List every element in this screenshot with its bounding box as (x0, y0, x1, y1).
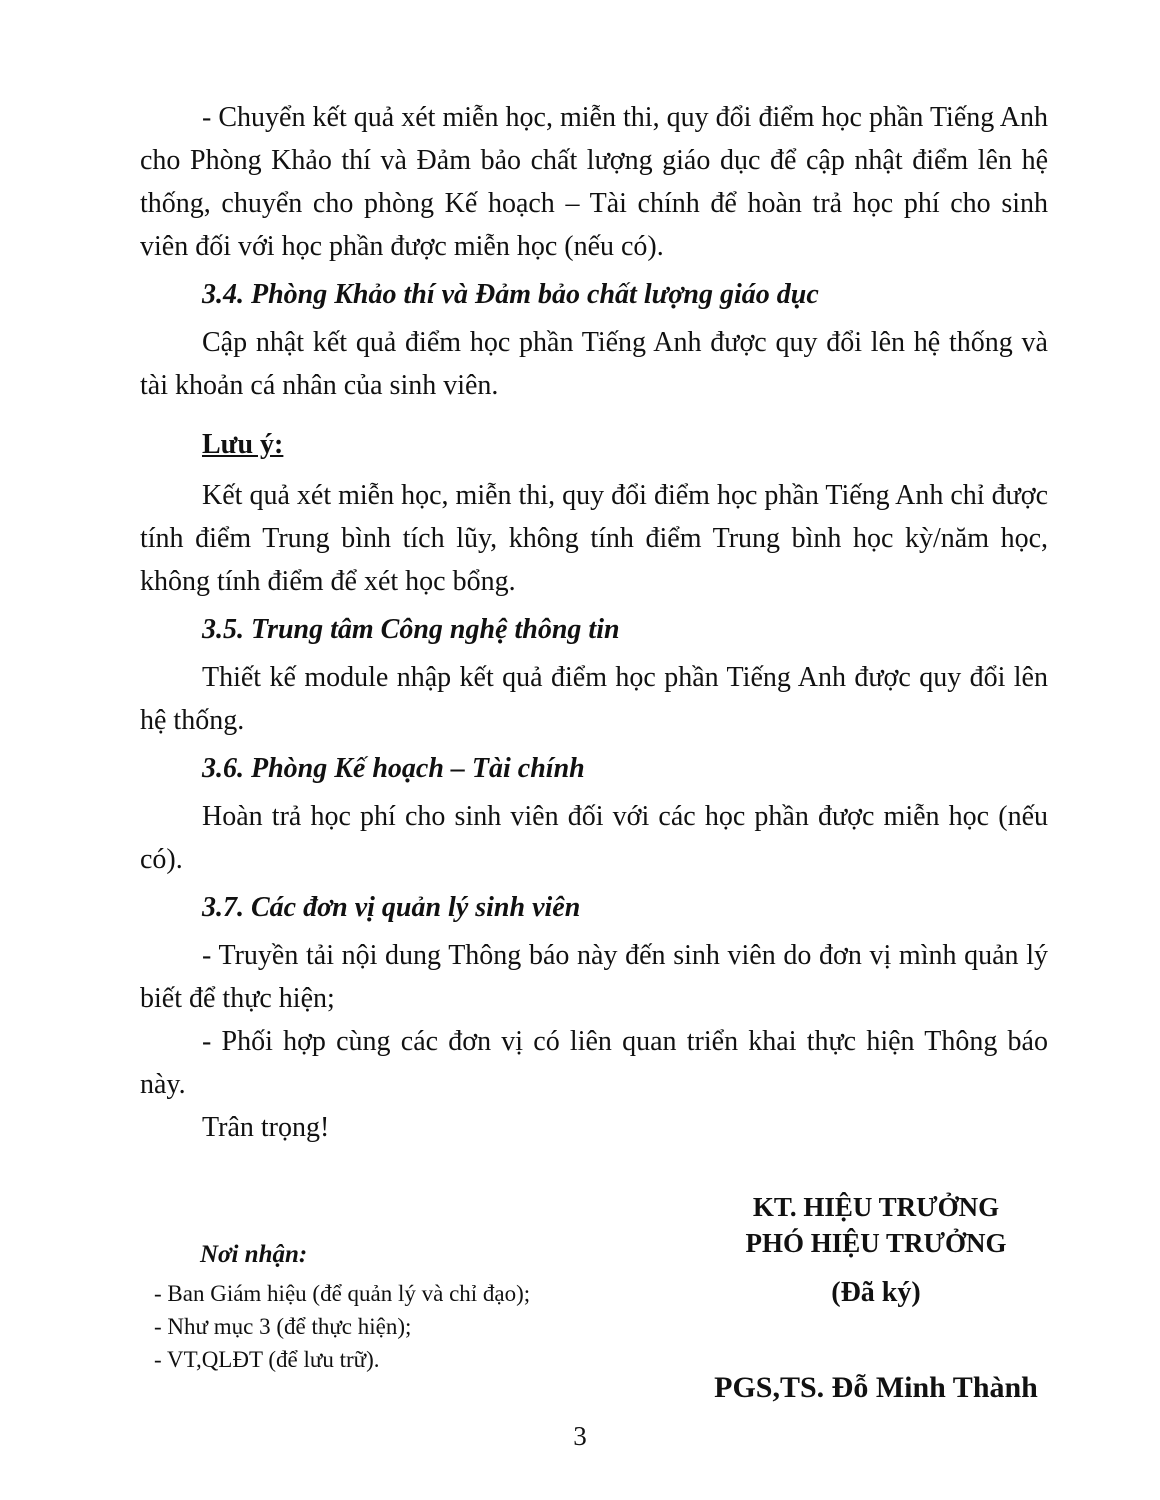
signed-note: (Đã ký) (831, 1277, 921, 1308)
paragraph-transfer-results: - Chuyển kết quả xét miễn học, miễn thi, quy đổi điểm học phần Tiếng Anh cho Phòng Khảo thí và Đảm bảo chất lượng giáo dục để cập nhật điểm lên hệ thống, chuyển cho phòng Kế hoạch – Tài chính để hoàn trả học phí cho sinh viên đối với học phần được miễn học (nếu có). (140, 102, 1048, 262)
recipient-item: - VT,QLĐT (để lưu trữ). (154, 1347, 380, 1372)
signature-block (704, 1189, 1048, 1405)
signature-section (140, 1189, 1048, 1405)
paragraph-section-3-7-b: - Phối hợp cùng các đơn vị có liên quan triển khai thực hiện Thông báo này. (140, 1026, 1048, 1100)
heading-section-3-6: 3.6. Phòng Kế hoạch – Tài chính (202, 753, 585, 784)
recipients-block (140, 1241, 620, 1405)
closing-regards: Trân trọng! (202, 1112, 330, 1143)
paragraph-note: Kết quả xét miễn học, miễn thi, quy đổi điểm học phần Tiếng Anh chỉ được tính điểm Trung bình tích lũy, không tính điểm Trung bình học kỳ/năm học, không tính điểm để xét học bổng. (140, 480, 1048, 597)
paragraph-section-3-5: Thiết kế module nhập kết quả điểm học phần Tiếng Anh được quy đổi lên hệ thống. (140, 662, 1048, 736)
note-label: Lưu ý: (202, 429, 284, 460)
recipients-label: Nơi nhận: (200, 1241, 308, 1268)
heading-section-3-7: 3.7. Các đơn vị quản lý sinh viên (202, 892, 581, 923)
recipient-item: - Như mục 3 (để thực hiện); (154, 1314, 412, 1339)
document-body (140, 96, 1048, 1405)
heading-section-3-5: 3.5. Trung tâm Công nghệ thông tin (202, 614, 620, 645)
recipient-item: - Ban Giám hiệu (để quản lý và chỉ đạo); (154, 1281, 531, 1306)
paragraph-section-3-4: Cập nhật kết quả điểm học phần Tiếng Anh được quy đổi lên hệ thống và tài khoản cá nhân của sinh viên. (140, 327, 1048, 401)
signer-title-line2: PHÓ HIỆU TRƯỞNG (745, 1228, 1007, 1258)
paragraph-section-3-7-a: - Truyền tải nội dung Thông báo này đến sinh viên do đơn vị mình quản lý biết để thực hiện; (140, 940, 1048, 1014)
page-number: 3 (573, 1421, 587, 1451)
signer-name: PGS,TS. Đỗ Minh Thành (714, 1371, 1038, 1404)
heading-section-3-4: 3.4. Phòng Khảo thí và Đảm bảo chất lượng giáo dục (202, 279, 819, 310)
signer-title-line1: KT. HIỆU TRƯỞNG (752, 1192, 1000, 1222)
paragraph-section-3-6: Hoàn trả học phí cho sinh viên đối với các học phần được miễn học (nếu có). (140, 801, 1048, 875)
